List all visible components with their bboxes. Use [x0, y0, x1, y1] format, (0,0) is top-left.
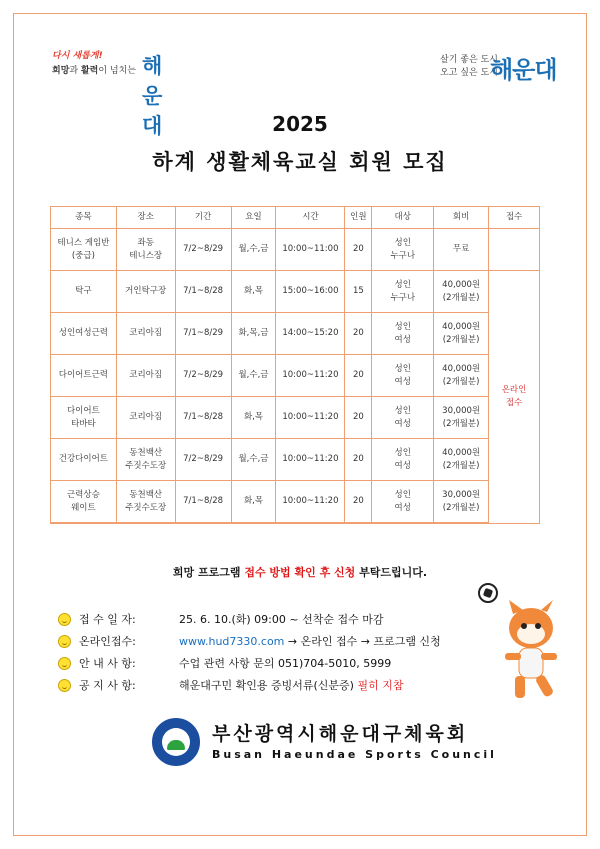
cell-sport: 다이어트 타바타 [51, 397, 117, 439]
cell-time: 10:00~11:20 [276, 355, 345, 397]
website-link[interactable]: www.hud7330.com [179, 635, 285, 648]
cell-days: 월,수,금 [231, 229, 276, 271]
cell-count: 20 [345, 355, 372, 397]
cell-target: 성인 여성 [372, 355, 434, 397]
cell-time: 10:00~11:00 [276, 229, 345, 271]
table-row [51, 229, 540, 271]
cell-target: 성인 여성 [372, 439, 434, 481]
cell-registration: 온라인 접수 [489, 271, 540, 524]
info-value: 수업 관련 사항 문의 051)704-5010, 5999 [179, 657, 392, 670]
cell-days: 화,목 [231, 271, 276, 313]
smiley-icon [58, 679, 71, 692]
info-label: 온라인접수: [79, 635, 136, 648]
cell-fee: 40,000원 (2개월분) [434, 439, 489, 481]
header-cell: 시간 [276, 207, 345, 229]
cell-period: 7/1~8/28 [175, 397, 231, 439]
cell-time: 15:00~16:00 [276, 271, 345, 313]
cell-period: 7/2~8/29 [175, 439, 231, 481]
info-row-date [58, 608, 441, 630]
cell-days: 화,목 [231, 397, 276, 439]
smiley-icon [58, 657, 71, 670]
cell-target: 성인 여성 [372, 313, 434, 355]
table-row [51, 313, 540, 355]
cell-fee: 40,000원 (2개월분) [434, 313, 489, 355]
cell-sport: 다이어트근력 [51, 355, 117, 397]
cell-time: 10:00~11:20 [276, 481, 345, 524]
header-cell: 회비 [434, 207, 489, 229]
right-logo-line1: 살기 좋은 도시 [440, 55, 498, 65]
cell-period: 7/1~8/29 [175, 313, 231, 355]
cell-target: 성인 여성 [372, 481, 434, 524]
info-value: 25. 6. 10.(화) 09:00 ~ 선착순 접수 마감 [179, 613, 384, 626]
cell-sport: 테니스 게임반 (중급) [51, 229, 117, 271]
info-label: 공 지 사 항: [79, 679, 136, 692]
cell-sport: 근력상승 웨이트 [51, 481, 117, 524]
footer-org-korean: 부산광역시해운대구체육회 [212, 723, 469, 745]
cell-days: 화,목,금 [231, 313, 276, 355]
left-logo-slogan: 다시 새롭게! [52, 51, 103, 61]
info-value: www.hud7330.com → 온라인 접수 → 프로그램 신청 [179, 635, 441, 648]
left-logo [52, 48, 162, 138]
cell-sport: 성인여성근력 [51, 313, 117, 355]
cell-count: 20 [345, 313, 372, 355]
footer-org-english: Busan Haeundae Sports Council [212, 748, 497, 761]
cell-place: 좌동 테니스장 [116, 229, 175, 271]
cell-registration-free [489, 229, 540, 271]
cell-place: 코리아짐 [116, 313, 175, 355]
cell-target: 성인 누구나 [372, 229, 434, 271]
cell-place: 동천백산 주짓수도장 [116, 481, 175, 524]
cell-fee: 40,000원 (2개월분) [434, 271, 489, 313]
table-body [51, 229, 540, 524]
cell-place: 거인탁구장 [116, 271, 175, 313]
cell-place: 동천백산 주짓수도장 [116, 439, 175, 481]
header-cell: 기간 [175, 207, 231, 229]
cell-fee: 무료 [434, 229, 489, 271]
schedule-table [50, 206, 540, 524]
cell-place: 코리아짐 [116, 355, 175, 397]
info-value: 해운대구민 확인용 증빙서류(신분증) 필히 지참 [179, 679, 404, 692]
info-row-online [58, 630, 441, 652]
info-row-guide [58, 652, 441, 674]
page-title: 하계 생활체육교실 회원 모집 [152, 150, 448, 174]
header-cell: 접수 [489, 207, 540, 229]
left-logo-subline: 희망과 활력이 넘치는 [52, 66, 136, 76]
right-logo-brand: 해운대 [490, 56, 557, 84]
council-emblem-icon [152, 718, 200, 766]
table-row [51, 355, 540, 397]
info-row-notice [58, 674, 441, 696]
table-row [51, 271, 540, 313]
table-row [51, 481, 540, 524]
cell-time: 10:00~11:20 [276, 397, 345, 439]
header-cell: 요일 [231, 207, 276, 229]
info-label: 안 내 사 항: [79, 657, 136, 670]
cell-count: 20 [345, 397, 372, 439]
right-logo-line2: 오고 싶은 도시 [440, 68, 498, 78]
cell-period: 7/1~8/28 [175, 271, 231, 313]
cell-fee: 30,000원 (2개월분) [434, 481, 489, 524]
cell-days: 월,수,금 [231, 355, 276, 397]
cell-count: 15 [345, 271, 372, 313]
header-cell: 인원 [345, 207, 372, 229]
cell-count: 20 [345, 481, 372, 524]
info-label: 접 수 일 자: [79, 613, 136, 626]
cell-target: 성인 여성 [372, 397, 434, 439]
cell-period: 7/2~8/29 [175, 229, 231, 271]
cell-count: 20 [345, 439, 372, 481]
header-cell: 종목 [51, 207, 117, 229]
smiley-icon [58, 613, 71, 626]
header-cell: 대상 [372, 207, 434, 229]
cell-time: 10:00~11:20 [276, 439, 345, 481]
cell-period: 7/2~8/29 [175, 355, 231, 397]
right-logo [440, 54, 570, 84]
table-row [51, 439, 540, 481]
mascot-illustration [495, 598, 565, 708]
cell-days: 월,수,금 [231, 439, 276, 481]
cell-days: 화,목 [231, 481, 276, 524]
table-row [51, 397, 540, 439]
cell-place: 코리아짐 [116, 397, 175, 439]
year-heading: 2025 [272, 112, 328, 136]
cell-sport: 탁구 [51, 271, 117, 313]
cell-time: 14:00~15:20 [276, 313, 345, 355]
cell-fee: 30,000원 (2개월분) [434, 397, 489, 439]
cell-fee: 40,000원 (2개월분) [434, 355, 489, 397]
cell-sport: 건강다이어트 [51, 439, 117, 481]
cell-period: 7/1~8/28 [175, 481, 231, 524]
smiley-icon [58, 635, 71, 648]
table-header-row [51, 207, 540, 229]
notice-text: 희망 프로그램 접수 방법 확인 후 신청 부탁드립니다. [172, 566, 428, 579]
cell-target: 성인 누구나 [372, 271, 434, 313]
left-logo-brand: 해운대 [142, 54, 162, 138]
info-list [58, 608, 441, 696]
cell-count: 20 [345, 229, 372, 271]
header-cell: 장소 [116, 207, 175, 229]
